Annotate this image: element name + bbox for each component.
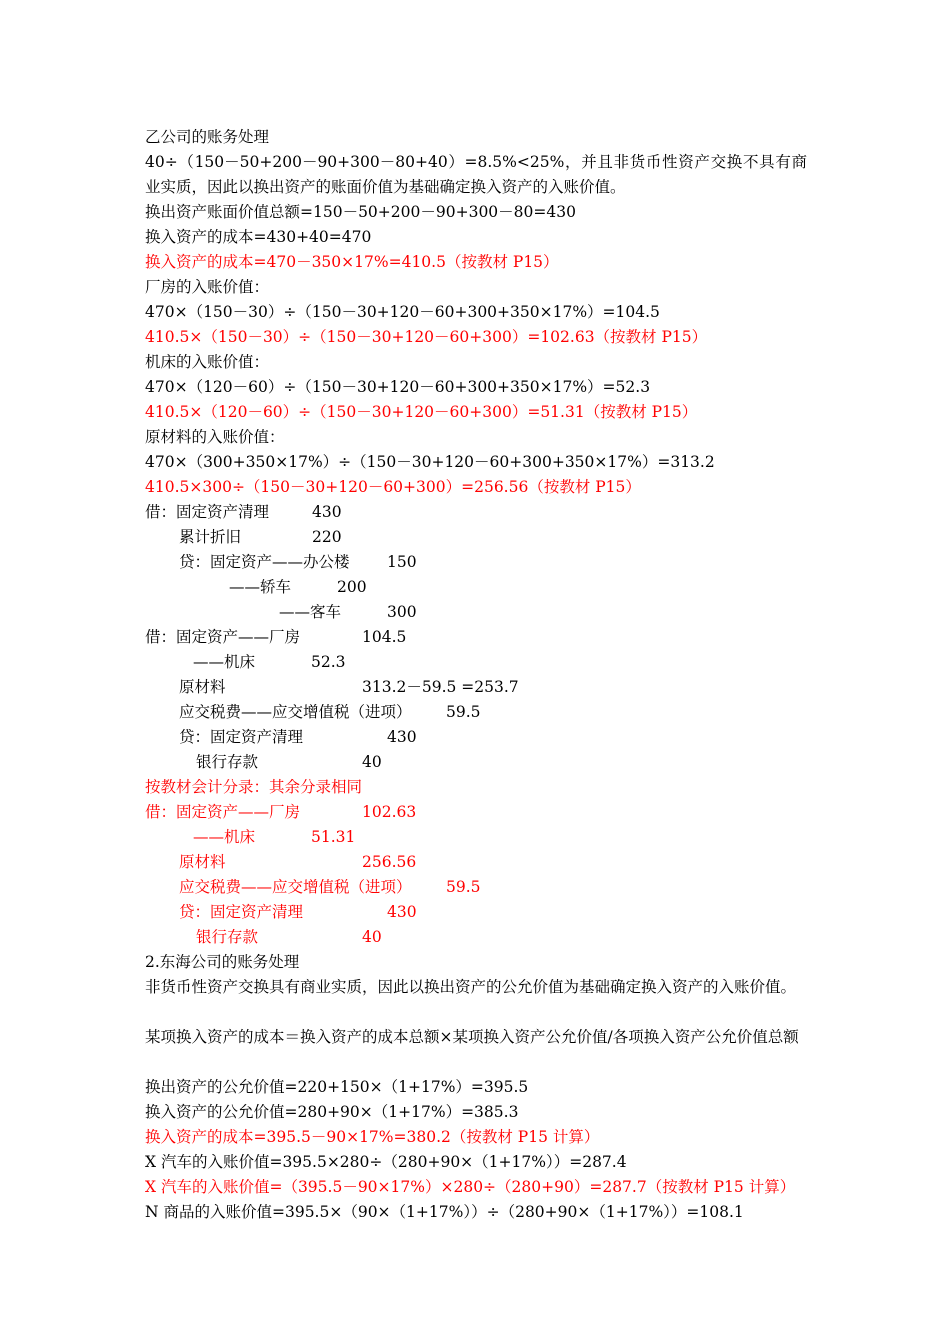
entry3-credit-amount: 430 [387,903,417,921]
formula-paragraph: 某项换入资产的成本＝换入资产的成本总额×某项换入资产公允价值/各项换入资产公允价值总额 [145,1028,799,1046]
entry2-debit-label: 借：固定资产——厂房 [145,628,301,646]
entry2-machine-amount: 52.3 [311,653,346,671]
entry2-machine-label: ——机床 [193,653,256,671]
plant-label: 厂房的入账价值： [145,278,270,296]
plant-calc-textbook: 410.5×（150－30）÷（150－30+120－60+300）=102.63（按教材 P15） [145,328,708,346]
material-label: 原材料的入账价值： [145,428,285,446]
outgoing-book-total: 换出资产账面价值总额=150－50+200－90+300－80=430 [145,203,576,221]
entry3-vat-amount: 59.5 [446,878,481,896]
entry1-bus-amount: 300 [387,603,417,621]
entry1-debit-label: 借：固定资产清理 [145,503,270,521]
incoming-fair-value: 换入资产的公允价值=280+90×（1+17%）=385.3 [145,1103,519,1121]
entry2-material-amount: 313.2－59.5 =253.7 [362,678,519,696]
machine-calc: 470×（120－60）÷（150－30+120－60+300+350×17%）=52.3 [145,378,651,396]
entry1-sedan-amount: 200 [337,578,367,596]
material-calc: 470×（300+350×17%）÷（150－30+120－60+300+350×17%）=313.2 [145,453,715,471]
section-heading: 乙公司的账务处理 [145,128,270,146]
entry2-bank-amount: 40 [362,753,382,771]
entry2-material-label: 原材料 [179,678,226,696]
goods-calc: N 商品的入账价值=395.5×（90×（1+17%））÷（280+90×（1+17%））=108.1 [145,1203,744,1221]
entry3-debit-label: 借：固定资产——厂房 [145,803,301,821]
entry1-debit-amount: 430 [312,503,342,521]
car-calc: X 汽车的入账价值=395.5×280÷（280+90×（1+17%））=287.4 [145,1153,627,1171]
entry2-credit-label: 贷：固定资产清理 [179,728,304,746]
plant-calc: 470×（150－30）÷（150－30+120－60+300+350×17%）=104.5 [145,303,660,321]
entry3-note: 按教材会计分录：其余分录相同 [145,778,363,796]
material-calc-textbook: 410.5×300÷（150－30+120－60+300）=256.56（按教材 P15） [145,478,641,496]
entry3-debit-amount: 102.63 [362,803,417,821]
entry1-accum-label: 累计折旧 [179,528,242,546]
entry1-credit-label: 贷：固定资产——办公楼 [179,553,350,571]
incoming-cost-textbook-2: 换入资产的成本=395.5－90×17%=380.2（按教材 P15 计算） [145,1128,600,1146]
entry2-vat-label: 应交税费——应交增值税（进项） [179,703,412,721]
outgoing-fair-value: 换出资产的公允价值=220+150×（1+17%）=395.5 [145,1078,529,1096]
commercial-paragraph: 非货币性资产交换具有商业实质，因此以换出资产的公允价值为基础确定换入资产的入账价值。 [145,978,797,996]
entry2-bank-label: 银行存款 [196,753,259,771]
entry3-vat-label: 应交税费——应交增值税（进项） [179,878,412,896]
machine-label: 机床的入账价值： [145,353,270,371]
car-calc-textbook: X 汽车的入账价值=（395.5－90×17%）×280÷（280+90）=287.7（按教材 P15 计算） [145,1178,796,1196]
entry1-accum-amount: 220 [312,528,342,546]
entry1-bus-label: ——客车 [279,603,342,621]
entry2-vat-amount: 59.5 [446,703,481,721]
entry3-credit-label: 贷：固定资产清理 [179,903,304,921]
entry3-bank-label: 银行存款 [196,928,259,946]
entry2-debit-amount: 104.5 [362,628,407,646]
entry3-machine-label: ——机床 [193,828,256,846]
entry3-machine-amount: 51.31 [311,828,356,846]
incoming-cost: 换入资产的成本=430+40=470 [145,228,372,246]
entry3-bank-amount: 40 [362,928,382,946]
section2-heading: 2.东海公司的账务处理 [145,953,300,971]
entry2-credit-amount: 430 [387,728,417,746]
entry1-sedan-label: ——轿车 [229,578,292,596]
ratio-paragraph: 40÷（150－50+200－90+300－80+40）=8.5%<25%，并且非货币性资产交换不具有商业实质，因此以换出资产的账面价值为基础确定换入资产的入账价值。 [145,153,807,196]
machine-calc-textbook: 410.5×（120－60）÷（150－30+120－60+300）=51.31（按教材 P15） [145,403,698,421]
entry3-material-amount: 256.56 [362,853,417,871]
entry1-credit-amount: 150 [387,553,417,571]
entry3-material-label: 原材料 [179,853,226,871]
incoming-cost-textbook: 换入资产的成本=470－350×17%=410.5（按教材 P15） [145,253,559,271]
